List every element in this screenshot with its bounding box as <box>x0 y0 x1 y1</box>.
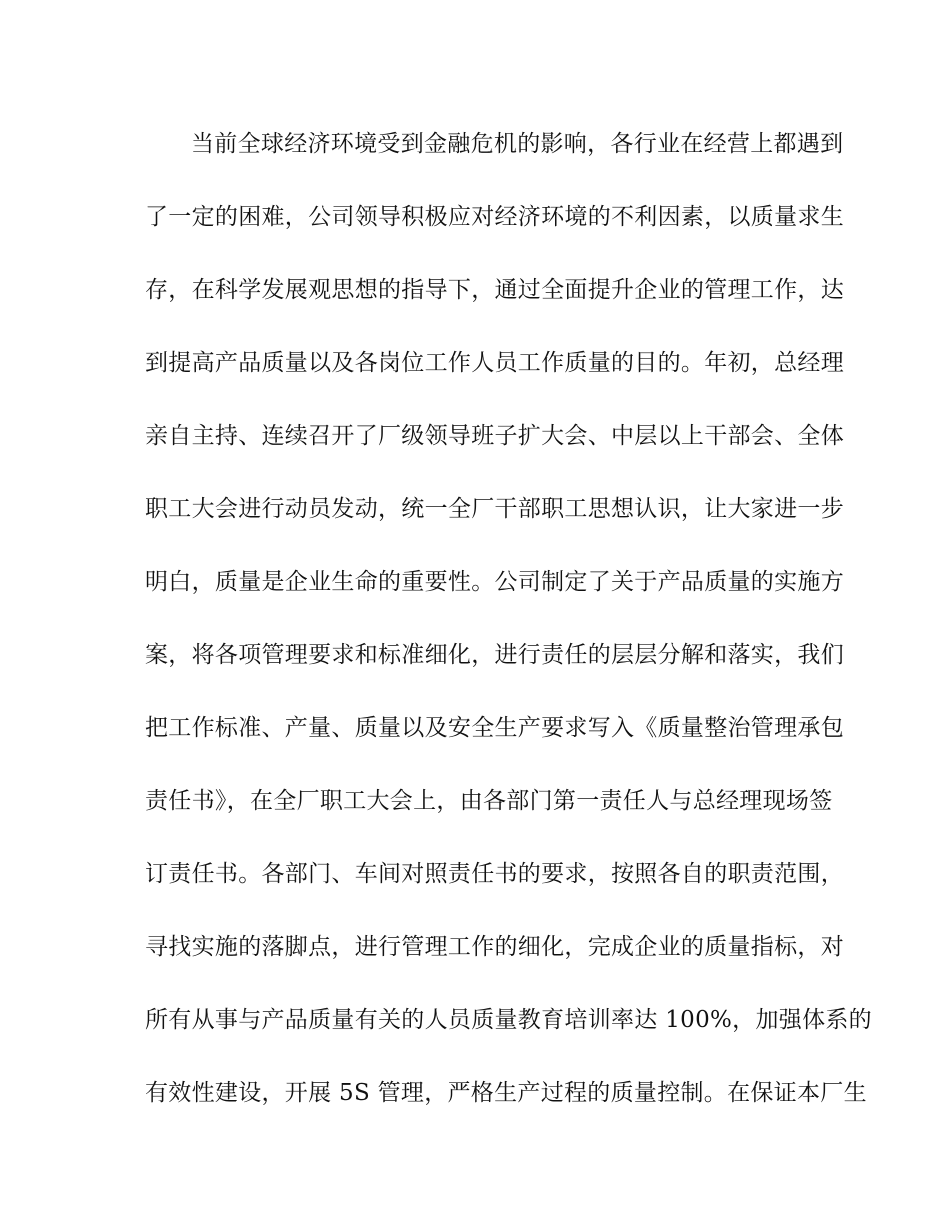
paragraph-line: 所有从事与产品质量有关的人员质量教育培训率达 100%，加强体系的 <box>145 1007 872 1033</box>
paragraph-line: 职工大会进行动员发动，统一全厂干部职工思想认识，让大家进一步 <box>145 496 844 522</box>
paragraph-line: 存，在科学发展观思想的指导下，通过全面提升企业的管理工作，达 <box>145 277 844 303</box>
paragraph-line: 案，将各项管理要求和标准细化，进行责任的层层分解和落实，我们 <box>145 642 844 668</box>
paragraph-line: 到提高产品质量以及各岗位工作人员工作质量的目的。年初，总经理 <box>145 350 844 376</box>
paragraph-line: 当前全球经济环境受到金融危机的影响，各行业在经营上都遇到 <box>191 131 844 157</box>
paragraph-line: 寻找实施的落脚点，进行管理工作的细化，完成企业的质量指标，对 <box>145 934 844 960</box>
paragraph-line: 了一定的困难，公司领导积极应对经济环境的不利因素，以质量求生 <box>145 204 844 230</box>
paragraph-line: 责任书》，在全厂职工大会上，由各部门第一责任人与总经理现场签 <box>145 788 833 814</box>
paragraph-line: 亲自主持、连续召开了厂级领导班子扩大会、中层以上干部会、全体 <box>145 423 844 449</box>
body-paragraph <box>145 124 872 1146</box>
paragraph-line: 有效性建设，开展 5S 管理，严格生产过程的质量控制。在保证本厂生 <box>145 1080 867 1106</box>
paragraph-line: 订责任书。各部门、车间对照责任书的要求，按照各自的职责范围， <box>145 861 844 887</box>
paragraph-line: 明白，质量是企业生命的重要性。公司制定了关于产品质量的实施方 <box>145 569 844 595</box>
paragraph-line: 把工作标准、产量、质量以及安全生产要求写入《质量整治管理承包 <box>145 715 844 741</box>
